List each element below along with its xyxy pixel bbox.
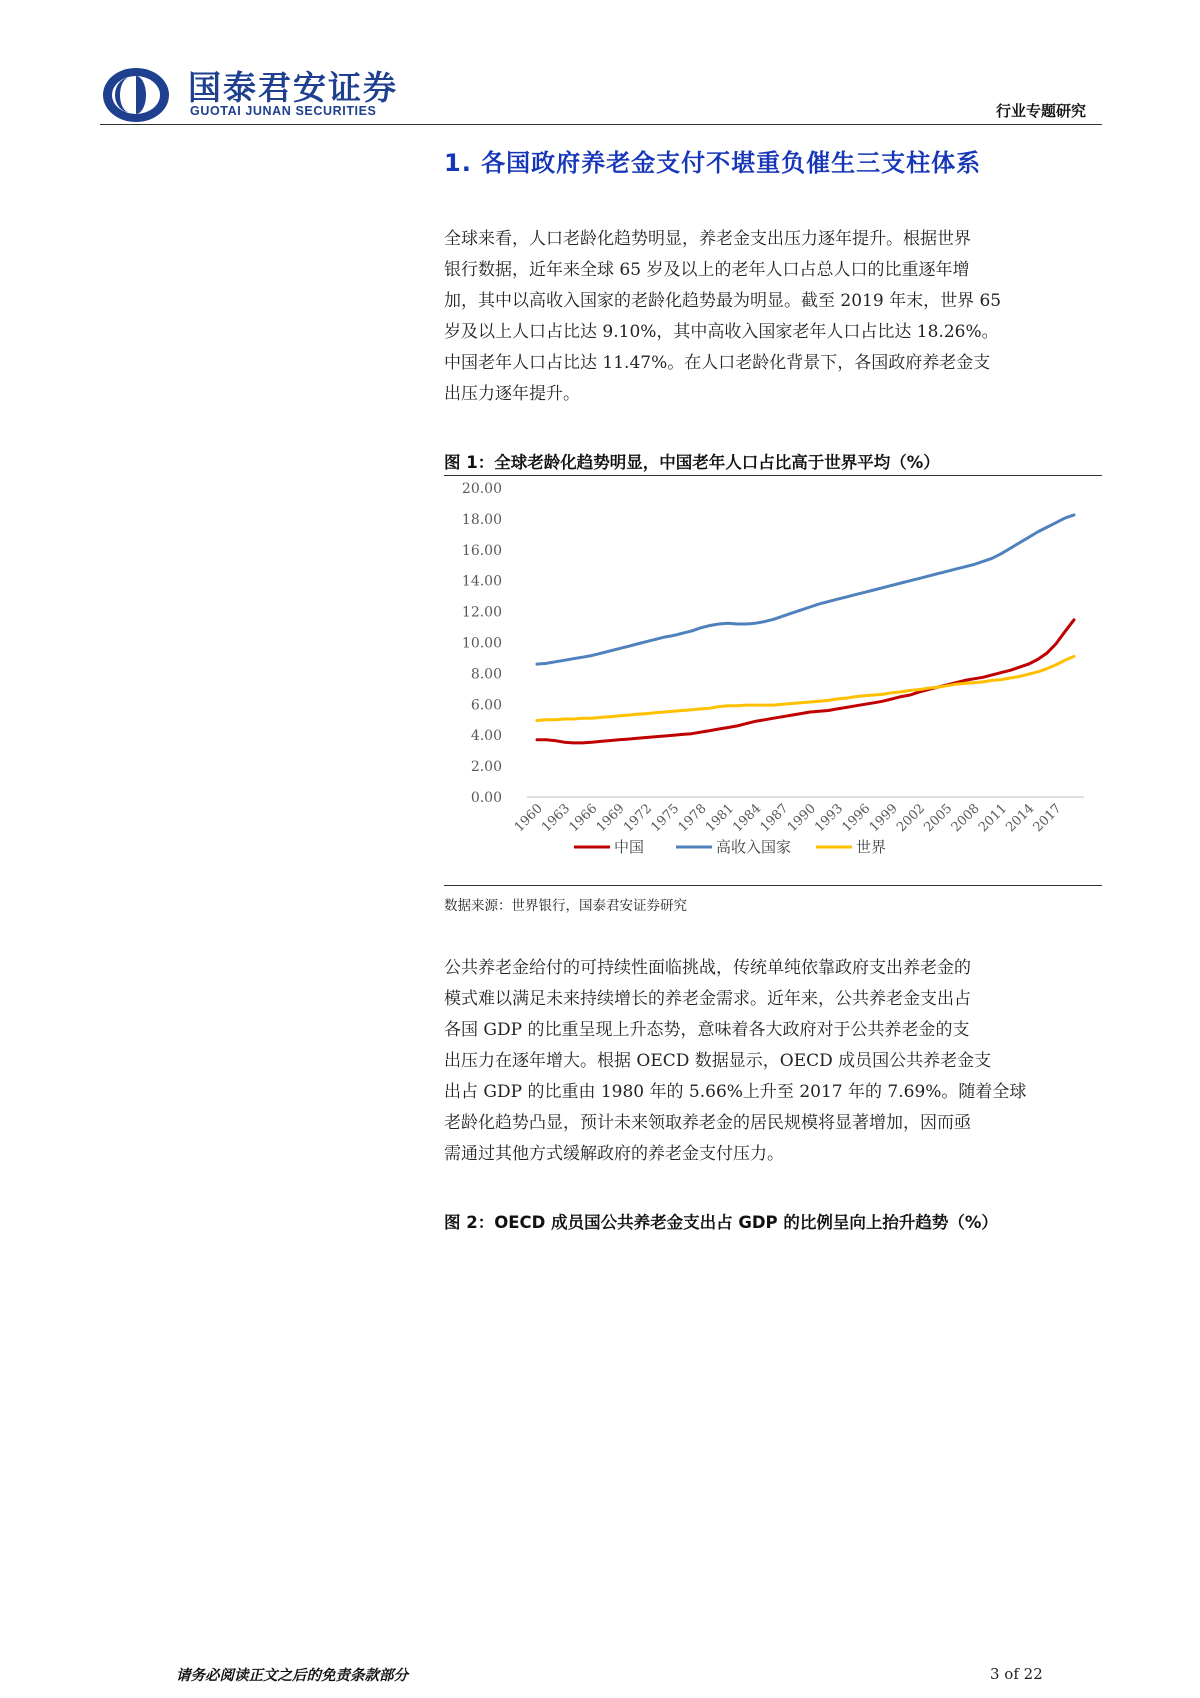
- series-line-2: [537, 656, 1074, 720]
- page-number: 3 of 22: [990, 1665, 1043, 1683]
- y-tick-label: 12.00: [461, 604, 502, 621]
- header-divider: [100, 124, 1102, 125]
- paragraph-1: [444, 224, 1100, 410]
- x-tick-label: 1990: [784, 801, 819, 836]
- paragraph-line: 全球来看，人口老龄化趋势明显，养老金支出压力逐年提升。根据世界: [444, 229, 971, 249]
- company-logo-icon: [101, 66, 171, 124]
- company-name-cn: 国泰君安证券: [188, 68, 398, 107]
- figure-1-source: 数据来源：世界银行，国泰君安证券研究: [444, 898, 687, 914]
- y-tick-label: 8.00: [470, 666, 502, 683]
- x-tick-label: 2002: [894, 801, 929, 836]
- x-tick-label: 1996: [839, 801, 874, 836]
- x-tick-label: 2005: [921, 801, 956, 836]
- y-tick-label: 14.00: [461, 573, 502, 590]
- x-tick-label: 1969: [593, 801, 628, 836]
- x-tick-label: 2011: [976, 801, 1011, 836]
- x-tick-label: 1999: [866, 801, 901, 836]
- paragraph-line: 出占 GDP 的比重由 1980 年的 5.66%上升至 2017 年的 7.69%。随着全球: [444, 1082, 1027, 1102]
- x-tick-label: 1984: [730, 801, 765, 836]
- legend-label: 中国: [614, 838, 645, 856]
- y-tick-label: 16.00: [461, 542, 502, 559]
- report-type-label: 行业专题研究: [996, 102, 1087, 120]
- x-tick-label: 1981: [702, 801, 737, 836]
- paragraph-line: 各国 GDP 的比重呈现上升态势，意味着各大政府对于公共养老金的支: [444, 1020, 970, 1040]
- paragraph-line: 出压力在逐年增大。根据 OECD 数据显示，OECD 成员国公共养老金支: [444, 1051, 992, 1071]
- figure-1-bottom-rule: [444, 885, 1102, 886]
- paragraph-line: 中国老年人口占比达 11.47%。在人口老龄化背景下，各国政府养老金支: [444, 353, 991, 373]
- header: [0, 0, 1200, 130]
- y-tick-label: 2.00: [470, 759, 502, 776]
- y-tick-label: 4.00: [470, 728, 502, 745]
- footer-disclaimer: 请务必阅读正文之后的免责条款部分: [176, 1668, 408, 1684]
- x-tick-label: 2014: [1003, 801, 1038, 836]
- paragraph-line: 公共养老金给付的可持续性面临挑战，传统单纯依靠政府支出养老金的: [444, 958, 971, 978]
- paragraph-line: 加，其中以高收入国家的老龄化趋势最为明显。截至 2019 年末，世界 65: [444, 291, 1002, 311]
- x-tick-label: 1987: [757, 801, 792, 836]
- x-tick-label: 1972: [621, 801, 656, 836]
- paragraph-line: 银行数据，近年来全球 65 岁及以上的老年人口占总人口的比重逐年增: [444, 260, 970, 280]
- y-tick-label: 20.00: [461, 481, 502, 497]
- paragraph-line: 模式难以满足未来持续增长的养老金需求。近年来，公共养老金支出占: [444, 989, 971, 1009]
- y-tick-label: 0.00: [470, 790, 502, 806]
- x-tick-label: 1960: [511, 801, 546, 836]
- x-tick-label: 1975: [648, 801, 683, 836]
- x-tick-label: 2017: [1030, 801, 1065, 836]
- figure-1-title: 图 1：全球老龄化趋势明显，中国老年人口占比高于世界平均（%）: [444, 453, 940, 472]
- y-tick-label: 18.00: [461, 511, 502, 528]
- x-tick-label: 1966: [566, 801, 601, 836]
- paragraph-2: [444, 953, 1100, 1170]
- section-heading: 1. 各国政府养老金支付不堪重负催生三支柱体系: [444, 149, 982, 177]
- x-tick-label: 1963: [539, 801, 574, 836]
- legend-label: 世界: [856, 838, 887, 856]
- x-tick-label: 1978: [675, 801, 710, 836]
- figure-2-title: 图 2：OECD 成员国公共养老金支出占 GDP 的比例呈向上抬升趋势（%）: [444, 1213, 998, 1232]
- y-tick-label: 6.00: [470, 697, 502, 714]
- paragraph-line: 岁及以上人口占比达 9.10%，其中高收入国家老年人口占比达 18.26%。: [444, 322, 999, 342]
- series-line-1: [537, 515, 1074, 664]
- y-tick-label: 10.00: [461, 635, 502, 652]
- paragraph-line: 老龄化趋势凸显，预计未来领取养老金的居民规模将显著增加，因而亟: [444, 1113, 971, 1133]
- x-tick-label: 1993: [812, 801, 847, 836]
- x-tick-label: 2008: [948, 801, 983, 836]
- legend-label: 高收入国家: [716, 838, 792, 856]
- company-name-en: GUOTAI JUNAN SECURITIES: [190, 104, 377, 118]
- paragraph-line: 需通过其他方式缓解政府的养老金支付压力。: [444, 1144, 784, 1164]
- paragraph-line: 出压力逐年提升。: [444, 384, 580, 404]
- figure-1-chart: [444, 476, 1102, 884]
